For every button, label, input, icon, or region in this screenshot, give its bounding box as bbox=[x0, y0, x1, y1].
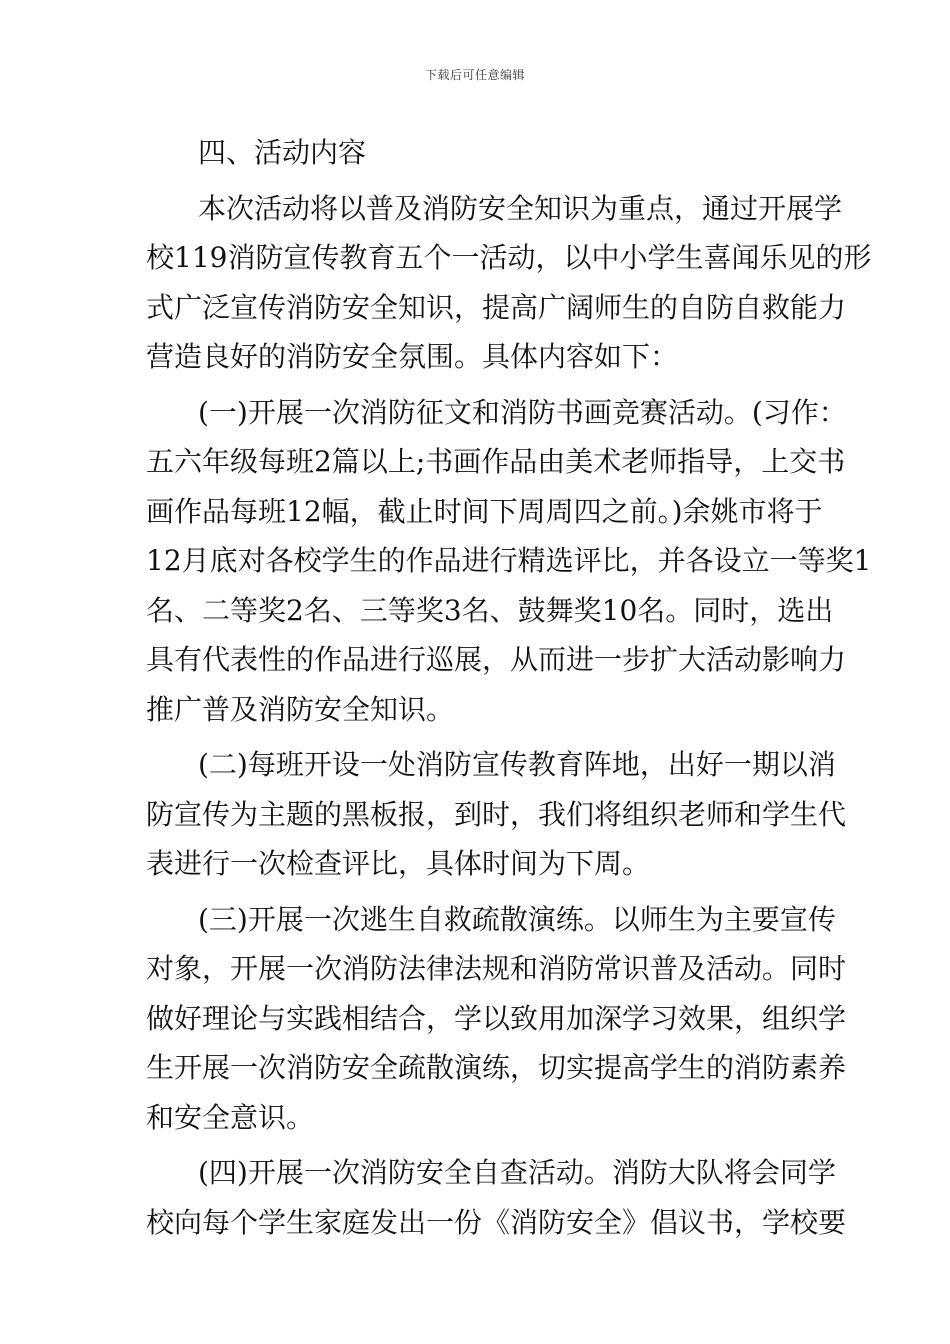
paragraph-intro bbox=[146, 184, 872, 382]
paragraph-line: (一)开展一次消防征文和消防书画竞赛活动。(习作： bbox=[198, 395, 847, 429]
paragraph-line: (二)每班开设一处消防宣传教育阵地，出好一期以消 bbox=[198, 748, 836, 781]
paragraph-item-1 bbox=[146, 388, 872, 735]
paragraph-line: 本次活动将以普及消防安全知识为重点，通过开展学 bbox=[198, 191, 843, 225]
header-note: 下载后可任意编辑 bbox=[424, 68, 525, 82]
paragraph-line: 表进行一次检查评比，具体时间为下周。 bbox=[146, 847, 651, 880]
section-heading: 四、活动内容 bbox=[198, 136, 367, 169]
paragraph-line: 具有代表性的作品进行巡展，从而进一步扩大活动影响力 bbox=[146, 643, 847, 676]
paragraph-item-2 bbox=[146, 740, 847, 889]
paragraph-line: 对象，开展一次消防法律法规和消防常识普及活动。同时 bbox=[146, 952, 847, 985]
paragraph-line: 营造良好的消防安全氛围。具体内容如下： bbox=[146, 340, 679, 373]
paragraph-line: (四)开展一次消防安全自查活动。消防大队将会同学 bbox=[198, 1156, 836, 1189]
paragraph-line: 校119消防宣传教育五个一活动，以中小学生喜闻乐见的形 bbox=[146, 241, 872, 274]
paragraph-line: (三)开展一次逃生自救疏散演练。以师生为主要宣传 bbox=[198, 902, 836, 936]
paragraph-item-3 bbox=[146, 895, 847, 1143]
paragraph-line: 式广泛宣传消防安全知识，提高广阔师生的自防自救能力 bbox=[146, 290, 847, 324]
paragraph-line: 推广普及消防安全知识。 bbox=[146, 692, 455, 726]
paragraph-item-4 bbox=[146, 1148, 847, 1247]
paragraph-line: 12月底对各校学生的作品进行精选评比，并各设立一等奖1 bbox=[146, 544, 872, 577]
paragraph-line: 校向每个学生家庭发出一份《消防安全》倡议书，学校要 bbox=[146, 1205, 847, 1239]
paragraph-line: 画作品每班12幅，截止时间下周周四之前。)余姚市将于 bbox=[146, 494, 823, 528]
paragraph-line: 生开展一次消防安全疏散演练，切实提高学生的消防素养 bbox=[146, 1051, 847, 1084]
paragraph-line: 五六年级每班2篇以上;书画作品由美术老师指导，上交书 bbox=[146, 445, 846, 478]
paragraph-line: 做好理论与实践相结合，学以致用加深学习效果，组织学 bbox=[146, 1001, 847, 1035]
paragraph-line: 和安全意识。 bbox=[146, 1100, 315, 1134]
paragraph-line: 防宣传为主题的黑板报，到时，我们将组织老师和学生代 bbox=[146, 797, 847, 831]
paragraph-line: 名、二等奖2名、三等奖3名、鼓舞奖10名。同时，选出 bbox=[146, 593, 834, 627]
document-body bbox=[146, 128, 872, 1247]
